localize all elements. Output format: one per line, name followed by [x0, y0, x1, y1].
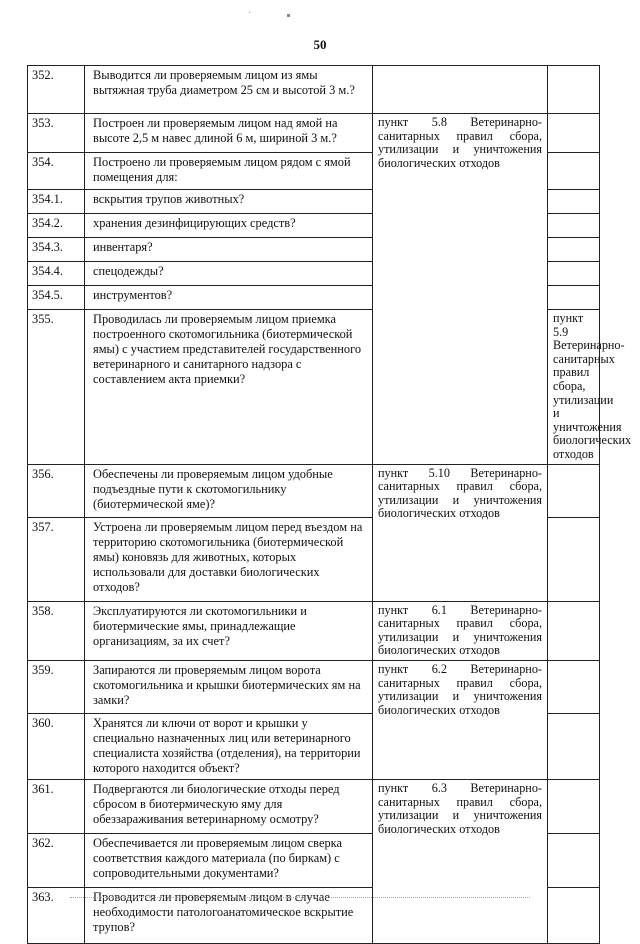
answer-cell	[548, 262, 600, 286]
answer-cell	[548, 833, 600, 887]
scan-footer-mark	[70, 897, 530, 901]
answer-cell	[548, 238, 600, 262]
answer-cell	[548, 660, 600, 713]
answer-cell	[548, 464, 600, 517]
row-number: 357.	[28, 517, 85, 601]
row-question: Построено ли проверяемым лицом рядом с ямой помещения для:	[85, 153, 373, 190]
answer-cell	[548, 887, 600, 943]
reference-cell: пункт 6.2 Ветеринарно-санитарных правил сбора, утилизации и уничтожения биологических отходов	[373, 660, 548, 779]
answer-cell	[548, 153, 600, 190]
scan-mark: ·	[248, 8, 252, 19]
table-row	[28, 779, 600, 833]
row-number: 354.2.	[28, 214, 85, 238]
row-question: Хранятся ли ключи от ворот и крышки у специально назначенных лиц или ветеринарного специалиста хозяйства (отделения), на территории которого находится объект?	[85, 713, 373, 779]
row-number: 358.	[28, 601, 85, 660]
row-number: 356.	[28, 464, 85, 517]
reference-cell: пункт 5.8 Ветеринарно-санитарных правил сбора, утилизации и уничтожения биологических отходов	[373, 114, 548, 465]
page-number: 50	[313, 37, 327, 52]
table-row	[28, 66, 600, 114]
row-question: спецодежды?	[85, 262, 373, 286]
answer-cell	[548, 66, 600, 114]
row-question: хранения дезинфицирующих средств?	[85, 214, 373, 238]
answer-cell	[548, 517, 600, 601]
table-row	[28, 660, 600, 713]
reference-cell: пункт 6.1 Ветеринарно-санитарных правил сбора, утилизации и уничтожения биологических отходов	[373, 601, 548, 660]
row-number: 354.1.	[28, 190, 85, 214]
row-question: Подвергаются ли биологические отходы перед сбросом в биотермическую яму для обеззараживания ветеринарному осмотру?	[85, 779, 373, 833]
row-number: 359.	[28, 660, 85, 713]
table-row	[28, 464, 600, 517]
row-question: Проводится ли проверяемым лицом в случае необходимости патологоанатомическое вскрытие трупов?	[85, 887, 373, 943]
answer-cell	[548, 286, 600, 310]
reference-cell: пункт 6.3 Ветеринарно-санитарных правил сбора, утилизации и уничтожения биологических отходов	[373, 779, 548, 943]
scan-dot	[287, 14, 290, 17]
row-number: 363.	[28, 887, 85, 943]
row-number: 360.	[28, 713, 85, 779]
row-number: 362.	[28, 833, 85, 887]
row-question: Проводилась ли проверяемым лицом приемка построенного скотомогильника (биотермической ямы) с участием представителей государственного ветеринарного и санитарного надзора с составлением акта приемки?	[85, 310, 373, 465]
row-number: 354.4.	[28, 262, 85, 286]
row-question: Выводится ли проверяемым лицом из ямы вытяжная труба диаметром 25 см и высотой 3 м.?	[85, 66, 373, 114]
row-number: 354.	[28, 153, 85, 190]
row-number: 361.	[28, 779, 85, 833]
row-question: инвентаря?	[85, 238, 373, 262]
checklist-table	[27, 65, 632, 944]
answer-cell	[548, 779, 600, 833]
row-number: 352.	[28, 66, 85, 114]
row-question: Эксплуатируются ли скотомогильники и биотермические ямы, принадлежащие организациям, за их счет?	[85, 601, 373, 660]
row-number: 354.5.	[28, 286, 85, 310]
answer-cell	[548, 713, 600, 779]
row-question: Запираются ли проверяемым лицом ворота скотомогильника и крышки биотермических ям на замки?	[85, 660, 373, 713]
answer-cell	[548, 190, 600, 214]
row-number: 354.3.	[28, 238, 85, 262]
answer-cell	[548, 601, 600, 660]
row-question: Построен ли проверяемым лицом над ямой на высоте 2,5 м навес длиной 6 м, шириной 3 м.?	[85, 114, 373, 153]
reference-cell: пункт 5.9 Ветеринарно-санитарных правил сбора, утилизации и уничтожения биологических отходов	[548, 310, 600, 465]
table-row	[28, 601, 600, 660]
answer-cell	[548, 214, 600, 238]
row-question: Устроена ли проверяемым лицом перед въездом на территорию скотомогильника (биотермической ямы) коновязь для животных, которых использовали для доставки биологических отходов?	[85, 517, 373, 601]
row-number: 355.	[28, 310, 85, 465]
row-question: Обеспечены ли проверяемым лицом удобные подъездные пути к скотомогильнику (биотермической яме)?	[85, 464, 373, 517]
row-question: вскрытия трупов животных?	[85, 190, 373, 214]
answer-cell	[548, 114, 600, 153]
table-row	[28, 114, 600, 153]
row-question: инструментов?	[85, 286, 373, 310]
reference-cell: пункт 5.10 Ветеринарно-санитарных правил сбора, утилизации и уничтожения биологических отходов	[373, 464, 548, 601]
reference-cell-empty	[373, 66, 548, 114]
row-number: 353.	[28, 114, 85, 153]
row-question: Обеспечивается ли проверяемым лицом сверка соответствия каждого материала (по биркам) с сопроводительными документами?	[85, 833, 373, 887]
